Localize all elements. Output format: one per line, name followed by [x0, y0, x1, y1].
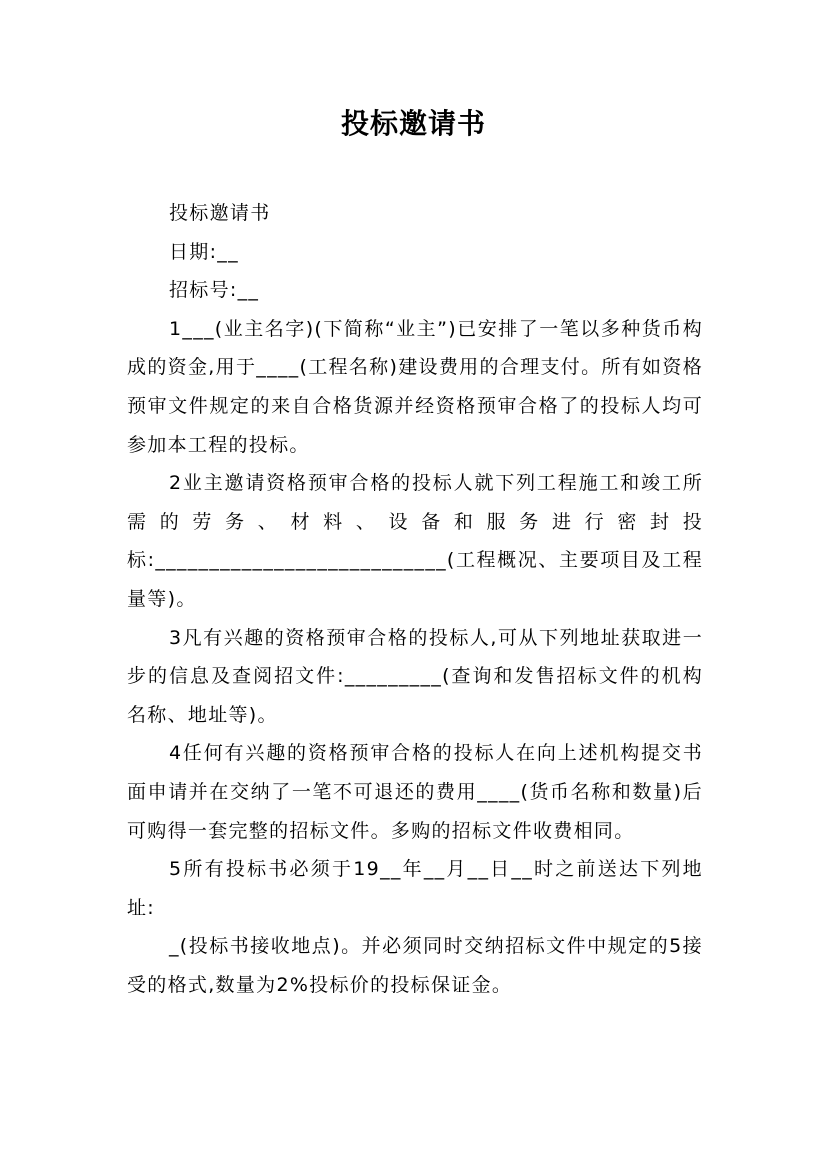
paragraph-4: 4任何有兴趣的资格预审合格的投标人在向上述机构提交书面申请并在交纳了一笔不可退还的费用____(货币名称和数量)后可购得一套完整的招标文件。多购的招标文件收费相同。	[127, 742, 703, 842]
paragraph-6: _(投标书接收地点)。并必须同时交纳招标文件中规定的5接受的格式,数量为2%投标价的投标保证金。	[127, 935, 703, 996]
paragraph-2: 2业主邀请资格预审合格的投标人就下列工程施工和竣工所需的劳务、材料、设备和服务进行密封投标:___________________________(工程概况、主要项目及工程量等)。	[127, 472, 703, 610]
document-title: 投标邀请书	[340, 107, 486, 140]
document-body	[127, 194, 703, 1004]
paragraph-1: 1___(业主名字)(下简称“业主”)已安排了一笔以多种货币构成的资金,用于____(工程名称)建设费用的合理支付。所有如资格预审文件规定的来自合格货源并经资格预审合格了的投标人均可参加本工程的投标。	[127, 317, 703, 456]
heading-line: 投标邀请书	[169, 202, 271, 224]
paragraph-5: 5所有投标书必须于19__年__月__日__时之前送达下列地址:	[127, 858, 703, 919]
date-line: 日期:__	[169, 240, 239, 263]
tender-number-line: 招标号:__	[169, 279, 260, 302]
paragraph-3: 3凡有兴趣的资格预审合格的投标人,可从下列地址获取进一步的信息及查阅招文件:_________(查询和发售招标文件的机构名称、地址等)。	[127, 626, 703, 726]
